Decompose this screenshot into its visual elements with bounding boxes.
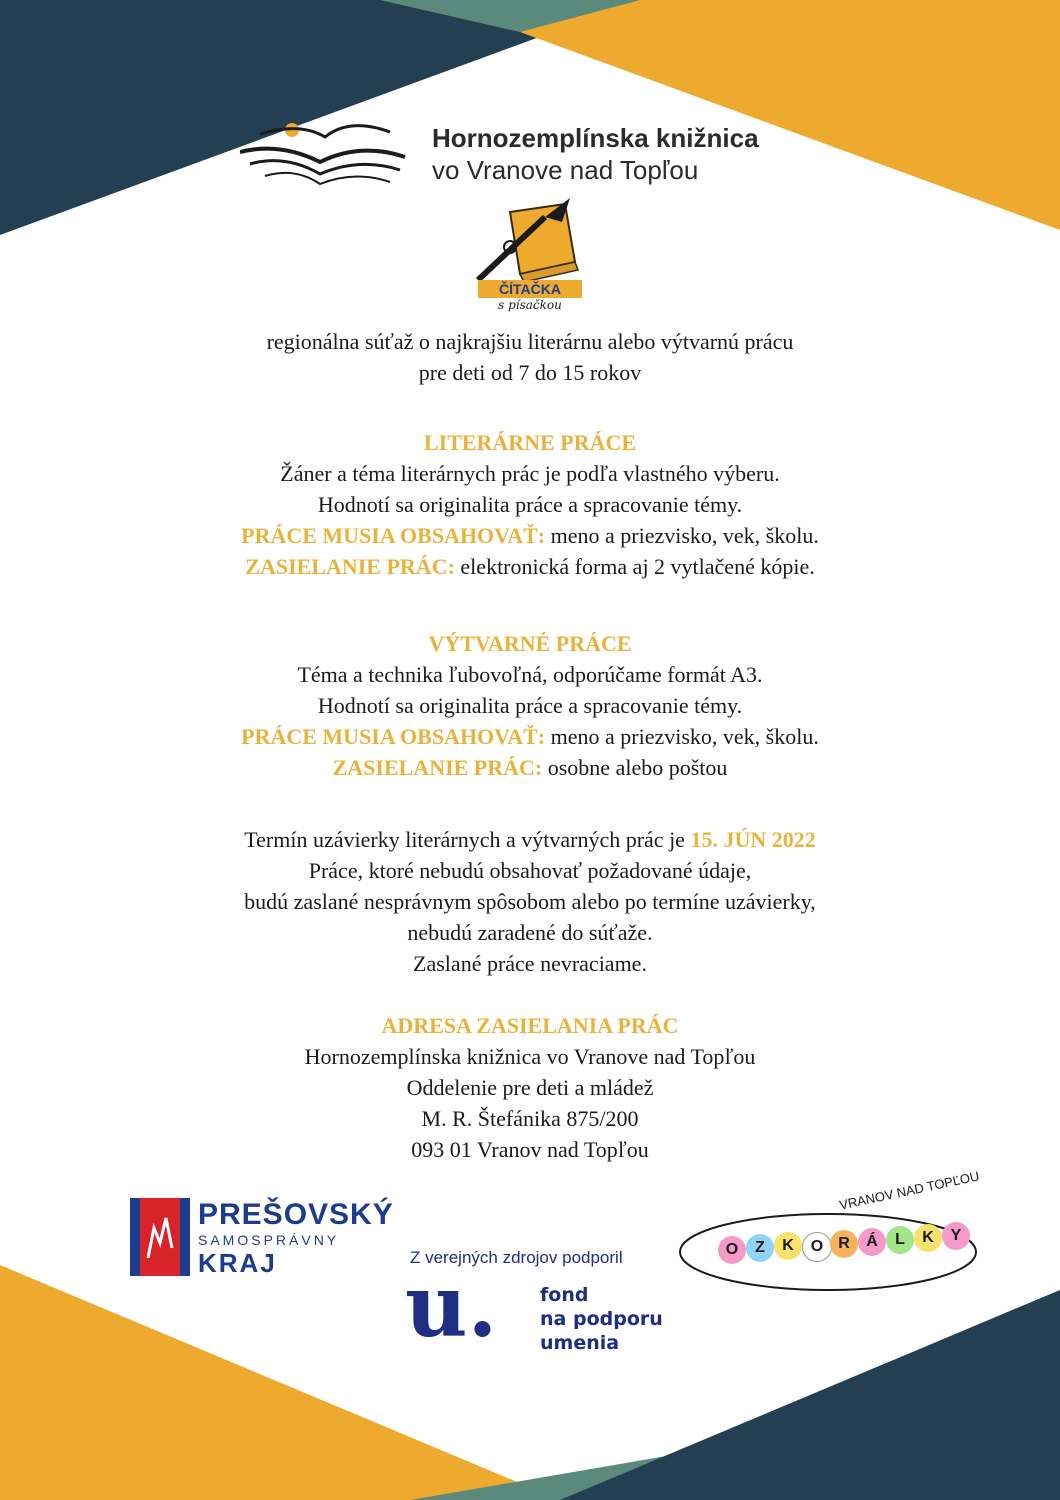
- competition-logo: [470, 192, 590, 322]
- art-must-row: [0, 721, 1060, 752]
- art-line2: Hodnotí sa originalita práce a spracovanie témy.: [317, 693, 743, 718]
- competition-logo-title: ČÍTAČKA: [478, 280, 582, 298]
- ozkoralky-beads: [718, 1220, 978, 1270]
- deadline-section: [0, 824, 1060, 979]
- fund-line1: fond: [540, 1284, 589, 1306]
- fund-name: [540, 1283, 663, 1355]
- ozkoralky-logo: [678, 1168, 993, 1300]
- literary-send-label: ZASIELANIE PRÁC:: [245, 554, 455, 579]
- art-must-label: PRÁCE MUSIA OBSAHOVAŤ:: [241, 724, 546, 749]
- address-line2: Oddelenie pre deti a mládež: [406, 1075, 654, 1100]
- art-heading: VÝTVARNÉ PRÁCE: [428, 631, 632, 656]
- bead-a: Á: [858, 1228, 886, 1256]
- bead-k2: K: [914, 1224, 942, 1252]
- literary-must-row: [0, 520, 1060, 551]
- art-line1: Téma a technika ľubovoľná, odporúčame formát A3.: [297, 662, 763, 687]
- fund-line3: umenia: [540, 1332, 620, 1354]
- psk-line3: KRAJ: [198, 1248, 277, 1278]
- literary-must-value: meno a priezvisko, vek, školu.: [545, 523, 819, 548]
- psk-emblem-icon: [130, 1198, 190, 1276]
- fund-letter: u.: [405, 1256, 498, 1357]
- bead-o2: O: [802, 1232, 832, 1262]
- address-line4: 093 01 Vranov nad Topľou: [411, 1137, 649, 1162]
- deadline-line3: budú zaslané nesprávnym spôsobom alebo po termíne uzávierky,: [244, 889, 816, 914]
- bead-z: Z: [746, 1234, 774, 1262]
- literary-line1: Žáner a téma literárnych prác je podľa vlastného výberu.: [280, 461, 780, 486]
- address-line3: M. R. Štefánika 875/200: [421, 1106, 639, 1131]
- literary-send-row: [0, 551, 1060, 582]
- intro: [0, 326, 1060, 388]
- literary-must-label: PRÁCE MUSIA OBSAHOVAŤ:: [241, 523, 546, 548]
- bead-k1: K: [774, 1232, 802, 1260]
- deadline-line5: Zaslané práce nevraciame.: [413, 951, 647, 976]
- fund-line2: na podporu: [540, 1308, 663, 1330]
- library-name-line2: vo Vranove nad Topľou: [432, 155, 699, 185]
- literary-line2: Hodnotí sa originalita práce a spracovanie témy.: [317, 492, 743, 517]
- support-text: Z verejných zdrojov podporil: [410, 1248, 623, 1267]
- art-section: [0, 628, 1060, 783]
- deadline-row: [0, 824, 1060, 855]
- art-send-row: [0, 752, 1060, 783]
- open-book-icon: [240, 112, 420, 192]
- psk-line1: PREŠOVSKÝ: [198, 1198, 394, 1231]
- address-section: [0, 1010, 1060, 1165]
- bead-y: Y: [942, 1222, 970, 1250]
- literary-send-value: elektronická forma aj 2 vytlačené kópie.: [454, 554, 815, 579]
- literary-section: [0, 427, 1060, 582]
- library-name: [432, 122, 759, 186]
- competition-logo-subtitle: s písačkou: [498, 298, 562, 312]
- library-logo: [240, 112, 420, 192]
- art-must-value: meno a priezvisko, vek, školu.: [545, 724, 819, 749]
- art-send-value: osobne alebo poštou: [542, 755, 728, 780]
- address-line1: Hornozemplínska knižnica vo Vranove nad Topľou: [304, 1044, 756, 1069]
- ozkoralky-arc-text: VRANOV NAD TOPĽOU: [838, 1168, 981, 1213]
- literary-heading: LITERÁRNE PRÁCE: [423, 430, 637, 455]
- bead-r: R: [830, 1230, 858, 1258]
- library-name-line1: Hornozemplínska knižnica: [432, 123, 759, 153]
- bead-l: L: [886, 1226, 914, 1254]
- deadline-text: Termín uzávierky literárnych a výtvarných prác je: [244, 827, 691, 852]
- psk-logo: [130, 1198, 450, 1278]
- deadline-date: 15. JÚN 2022: [690, 827, 816, 852]
- art-send-label: ZASIELANIE PRÁC:: [332, 755, 543, 780]
- bead-o1: O: [718, 1236, 746, 1264]
- intro-line1: regionálna súťaž o najkrajšiu literárnu alebo výtvarnú prácu: [266, 329, 794, 354]
- book-pen-icon: [470, 192, 590, 292]
- psk-line2: SAMOSPRÁVNY: [198, 1232, 340, 1248]
- address-heading: ADRESA ZASIELANIA PRÁC: [381, 1013, 679, 1038]
- deadline-line2: Práce, ktoré nebudú obsahovať požadované údaje,: [308, 858, 752, 883]
- intro-line2: pre deti od 7 do 15 rokov: [418, 360, 642, 385]
- deadline-line4: nebudú zaradené do súťaže.: [407, 920, 653, 945]
